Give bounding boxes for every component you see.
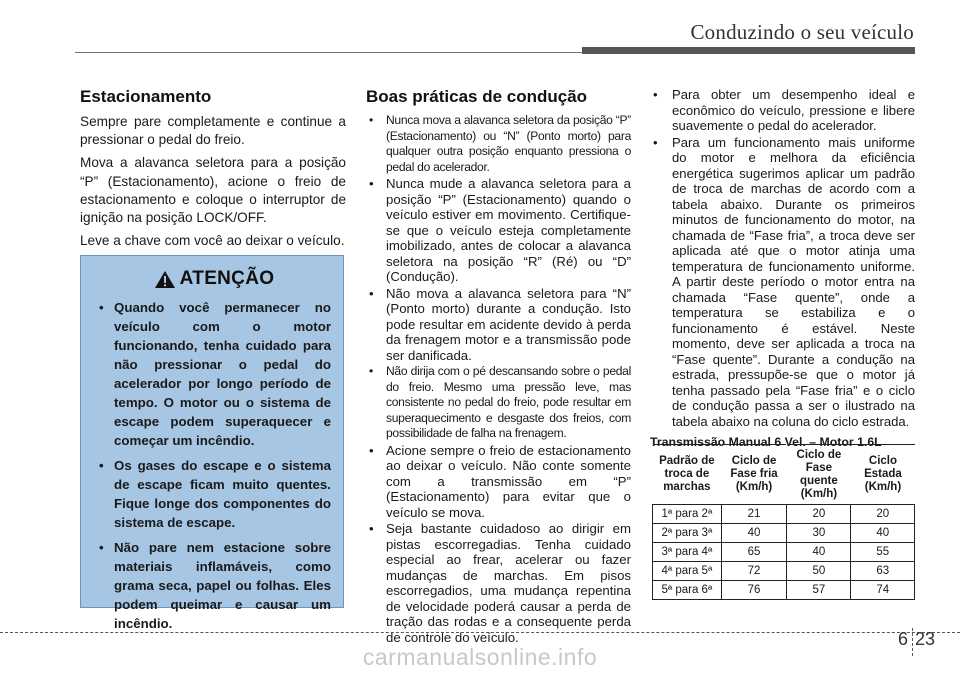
header-bar (582, 47, 915, 54)
table-cell: 40 (851, 524, 915, 543)
list-item: • Nunca mova a alavanca seletora da posição “P” (Estacionamento) ou “N” (Ponto morto) para qualquer outra posição enquanto pressiona o pedal do acelerador. (366, 113, 631, 175)
paragraph: Mova a alavanca seletora para a posição “P” (Estacionamento), acione o freio de estacionamento e coloque o interruptor de ignição na posição LOCK/OFF. (80, 155, 346, 226)
table-cell: 50 (787, 562, 851, 581)
table-cell: 20 (787, 505, 851, 524)
column-good-practices (366, 87, 631, 646)
table-cell: 55 (851, 543, 915, 562)
column-header: Ciclo Estada (Km/h) (851, 445, 915, 505)
warning-item: • Quando você permanecer no veículo com o motor funcionando, tenha cuidado para não pressionar o pedal do acelerador por longo período de tempo. O motor ou o sistema de escape podem superaquecer e começar um incêndio. (91, 298, 331, 450)
table-cell: 21 (721, 505, 787, 524)
table-cell: 2ª para 3ª (653, 524, 722, 543)
table-cell: 72 (721, 562, 787, 581)
warning-item: • Os gases do escape e o sistema de escape ficam muito quentes. Fique longe dos componentes do sistema de escape. (91, 456, 331, 532)
table-row (653, 581, 915, 600)
table-cell: 76 (721, 581, 787, 600)
table-row (653, 505, 915, 524)
section-heading-parking: Estacionamento (80, 87, 212, 106)
table-row (653, 524, 915, 543)
warning-triangle-icon (154, 270, 176, 289)
column-efficiency (650, 87, 915, 449)
list-item: • Não mova a alavanca seletora para “N” (Ponto morto) durante a condução. Isto pode resultar em acidente devido à perda da frenagem motor e a transmissão pode ser danificada. (366, 286, 631, 364)
chapter-title: Conduzindo o seu veículo (690, 20, 914, 44)
list-item: • Acione sempre o freio de estacionamento ao deixar o veículo. Não conte somente com a transmissão em “P” (Estacionamento) para evitar que o veículo se mova. (366, 443, 631, 521)
table-title: Transmissão Manual 6 Vel. – Motor 1.6L (650, 435, 882, 449)
column-header: Ciclo de Fase fria (Km/h) (721, 445, 787, 505)
page-number-value: 23 (915, 629, 936, 649)
list-item: • Não dirija com o pé descansando sobre o pedal do freio. Mesmo uma pressão leve, mas consistente no pedal do freio, pode resultar em superaquecimento e desgaste dos freios, com possibilidade de falha na frenagem. (366, 364, 631, 442)
table-cell: 63 (851, 562, 915, 581)
efficiency-list (650, 87, 915, 429)
table-cell: 65 (721, 543, 787, 562)
warning-box (80, 255, 344, 631)
page-chapter: 6 (898, 629, 909, 649)
table-row (653, 562, 915, 581)
section-heading-good-practices: Boas práticas de condução (366, 87, 588, 106)
column-header: Ciclo de Fase quente (Km/h) (787, 445, 851, 505)
warning-header (97, 268, 331, 290)
table-cell: 30 (787, 524, 851, 543)
watermark: carmanualsonline.info (362, 644, 598, 670)
paragraph: Sempre pare completamente e continue a pressionar o pedal do freio. (80, 114, 346, 148)
list-item: • Seja bastante cuidadoso ao dirigir em pistas escorregadias. Tenha cuidado especial ao frear, acelerar ou fazer mudanças de marchas. Em pisos escorregadios, uma mudança repentina de velocidade poderá causar a perda de tração das rodas e a consequente perda de controle do veículo. (366, 521, 631, 645)
table-cell: 20 (851, 505, 915, 524)
table-cell: 74 (851, 581, 915, 600)
table-cell: 3ª para 4ª (653, 543, 722, 562)
column-header: Padrão de troca de marchas (653, 445, 722, 505)
list-item: • Nunca mude a alavanca seletora para a posição “P” (Estacionamento) quando o veículo estiver em movimento. Certifique-se que o veículo esteja completamente imobilizado, antes de colocar a alavanca seletora na posição “R” (Ré) ou “D” (Condução). (366, 176, 631, 285)
table-header-row (653, 445, 915, 505)
footer-rule (0, 632, 960, 633)
table-cell: 1ª para 2ª (653, 505, 722, 524)
column-parking (80, 87, 346, 255)
warning-list (91, 298, 331, 633)
warning-item: • Não pare nem estacione sobre materiais inflamáveis, como grama seca, papel ou folhas. Eles podem queimar e causar um incêndio. (91, 538, 331, 633)
gear-shift-table (652, 444, 915, 600)
practices-list (366, 113, 631, 645)
table-cell: 4ª para 5ª (653, 562, 722, 581)
list-item: • Para obter um desempenho ideal e econômico do veículo, pressione e libere suavemente o pedal do acelerador. (650, 87, 915, 134)
table-row (653, 543, 915, 562)
list-item: • Para um funcionamento mais uniforme do motor e melhora da eficiência energética sugerimos aplicar um padrão de troca de marchas de acordo com a tabela abaixo. Durante os primeiros minutos de funcionamento do motor, na chamada de “Fase fria”, a troca deve ser aplicada até que o motor atinja uma temperatura de funcionamento uniforme. A partir deste período o motor entra na chamada “Fase quente”, onde a temperatura se estabiliza e o funcionamento é estável. Neste momento, deve ser aplicada a troca na “Fase quente”. Durante a condução na estrada, pressupõe-se que o motor já tenha passado pela “Fase fria” e o ciclo de condução passa a ser o ilustrado na tabela abaixo na coluna do ciclo estrada. (650, 135, 915, 430)
paragraph: Leve a chave com você ao deixar o veículo. (80, 233, 345, 249)
table-cell: 5ª para 6ª (653, 581, 722, 600)
table-cell: 57 (787, 581, 851, 600)
table-cell: 40 (787, 543, 851, 562)
table-cell: 40 (721, 524, 787, 543)
warning-title: ATENÇÃO (179, 268, 275, 289)
